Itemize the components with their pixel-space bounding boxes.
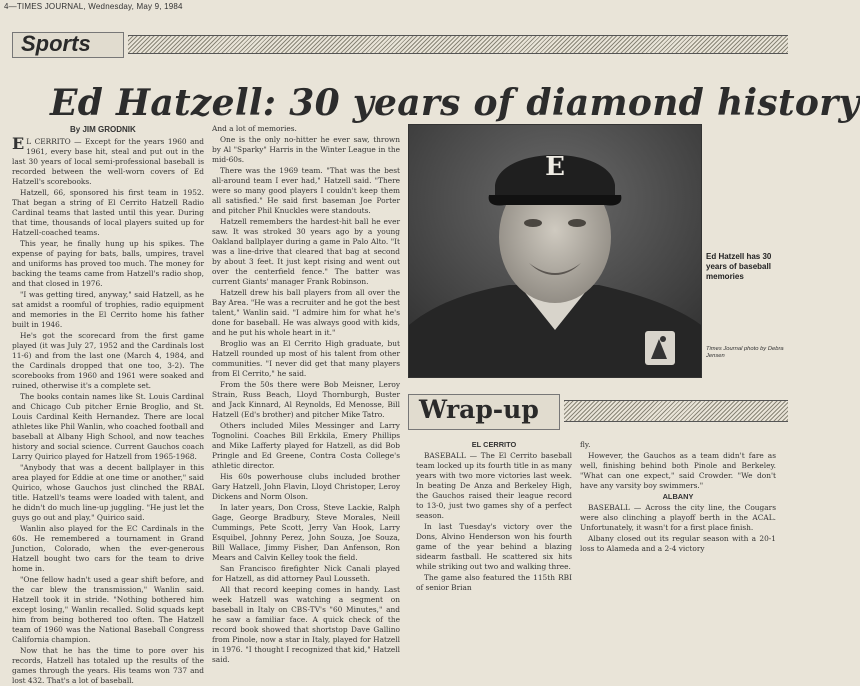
- wrapup-column-1: [416, 440, 572, 592]
- photo-credit: Times Journal photo by Debra Jensen: [706, 346, 784, 359]
- wrapup-paragraph: fly.: [580, 440, 591, 449]
- cardinal-patch-icon: [645, 331, 675, 365]
- wrapup-subhead: ALBANY: [662, 492, 694, 501]
- article-paragraph: This year, he finally hung up his spikes. The expense of paying for bats, balls, umpires, travel and uniforms has proved too much. The money for backing the teams came from Hatzell's radio shop, and that closed in 1976.: [12, 239, 204, 288]
- article-paragraph: The books contain names like St. Louis Cardinal and Chicago Cub pitcher Ernie Broglio, and St. Louis Cardinal Keith Hernandez. There are local athletes like Phil Wanlin, who coached football and baseball at Albany High School, and now teaches history and social science. Current Gauchos coach Larry Quirico played for Hatzell from 1965-1968.: [12, 392, 204, 461]
- wrapup-header: [408, 394, 788, 430]
- byline: By JIM GRODNIK: [70, 125, 136, 134]
- article-paragraph: One is the only no-hitter he ever saw, thrown by Al "Sparky" Harris in the Winter League in the mid-60s.: [212, 135, 400, 164]
- photo-caption: Ed Hatzell has 30 years of baseball memories: [706, 252, 772, 281]
- article-paragraph: In later years, Don Cross, Steve Lackie, Ralph Gage, George Bradbury, Steve Morales, Neill Cummings, Pete Scott, Jerry Van Hook, Larry Esquibel, Johnny Perez, John Souza, Joe Souza, Bill Wallace, Jimmy Fisher, Dan Anfenson, Ron Mears and Calvin Kelley took the field.: [212, 503, 400, 562]
- article-column-2: [212, 124, 400, 664]
- wrapup-paragraph: However, the Gauchos as a team didn't fare as well, finishing behind both Pinole and Berkeley. "What can one expect," said Crowder. "We don't have any varsity boy swimmers.": [580, 451, 776, 490]
- article-column-1: [12, 134, 204, 685]
- wrapup-paragraph: In last Tuesday's victory over the Dons, Alvino Henderson won his fourth game of the year behind a blazing sidearm fastball. He scattered six hits while striking out two and walking three.: [416, 522, 572, 571]
- cap-letter: E: [545, 152, 565, 182]
- article-paragraph: "One fellow hadn't used a gear shift before, and the car blew the transmission," Wanlin said. Hatzell took it in stride. "Nothing bothered him except losing," Wanlin recalled. Solid squads kept him from being bothered too often. The Hatzell team of 1960 was the National Baseball Congress California champion.: [12, 575, 204, 644]
- article-paragraph: "Anybody that was a decent ballplayer in this area played for Eddie at one time or another," said Quirico, whose Gauchos just clinched the RBAL title. Hatzell's teams were loaded with talent, and he didn't do much line-up juggling. "He just let the guys go out and play," Quirico said.: [12, 463, 204, 522]
- wrapup-paragraph: BASEBALL — Across the city line, the Cougars were also clinching a playoff berth in the ACAL. Unfortunately, it wasn't for a first place finish.: [580, 503, 776, 532]
- wrapup-paragraph: The game also featured the 115th RBI of senior Brian: [416, 573, 572, 592]
- article-paragraph: His 60s powerhouse clubs included brother Gary Hatzell, John Flavin, Lloyd Christoper, Leroy Dickens and Norm Olson.: [212, 472, 400, 501]
- article-paragraph: Now that he has the time to pore over his records, Hatzell has totaled up the results of the games through the years. His teams won 737 and lost 432. That's a lot of baseball.: [12, 646, 204, 685]
- masthead: 4—TIMES JOURNAL, Wednesday, May 9, 1984: [4, 2, 183, 11]
- article-paragraph: Hatzell drew his ball players from all over the Bay Area. "He was a recruiter and he got the best talent," Wanlin said. "I admire him for what he's done for baseball. He was always good with kids, and he put his whole heart in it.": [212, 288, 400, 337]
- headline: Ed Hatzell: 30 years of diamond history: [50, 82, 860, 124]
- wrapup-paragraph: Albany closed out its regular season with a 20-1 loss to Alameda and a 2-4 victory: [580, 534, 776, 553]
- drop-cap: E: [12, 134, 25, 153]
- section-header: [12, 32, 788, 56]
- article-paragraph: Others included Miles Messinger and Larry Tognolini. Coaches Bill Erkkila, Emery Phillips and Mike Lafferty played for Hatzell, as did Bob Pringle and Ed Greene, Contra Costa College's athletic director.: [212, 421, 400, 470]
- article-paragraph: And a lot of memories.: [212, 124, 297, 133]
- wrapup-rule-pattern: [564, 400, 788, 422]
- article-paragraph: San Francisco firefighter Nick Canali played for Hatzell, as did attorney Paul Lousseth.: [212, 564, 400, 583]
- article-paragraph: Wanlin also played for the EC Cardinals in the 60s. He remembered a tournament in Grand Junction, Colorado, when the ever-generous Hatzell bought two cars for the team to drive home in.: [12, 524, 204, 573]
- article-paragraph: Hatzell remembers the hardest-hit ball he ever saw. It was stroked 30 years ago by a young Oakland ballplayer during a game in Palo Alto. "It was a line-drive that cleared that bag at second by about 3 feet. It just kept rising and went out over the centerfield fence." The batter was current Giants' manager Frank Robinson.: [212, 217, 400, 286]
- portrait-photo: [408, 124, 702, 378]
- wrapup-paragraph: BASEBALL — The El Cerrito baseball team locked up its fourth title in as many years with two more victories last week. In beating De Anza and Berkeley High, the Gauchos raised their league record to 13-0, just two games shy of a perfect season.: [416, 451, 572, 520]
- article-paragraph: Broglio was an El Cerrito High graduate, but Hatzell rounded up most of his talent from other communities. "I never did get that many players from El Cerrito," he said.: [212, 339, 400, 378]
- section-label: Sports: [21, 31, 91, 56]
- article-paragraph: He's got the scorecard from the first game played (it was July 27, 1952 and the Cardinals lost 11-6) and from the last one (March 4, 1984, and the Cardinals dropped that one too, 3-2). The scorebooks from 1960 and 1961 were soaked and ruined, otherwise it's a complete set.: [12, 331, 204, 390]
- section-rule-pattern: [128, 35, 788, 54]
- article-paragraph: Hatzell, 66, sponsored his first team in 1952. That began a string of El Cerrito Hatzell Radio Cardinal teams that lasted until this year. During that time, thousands of local players suited up for Hatzell-coached teams.: [12, 188, 204, 237]
- article-paragraph: "I was getting tired, anyway," said Hatzell, as he sat amidst a roomful of trophies, radio equipment and memories in the El Cerrito home his father built in 1946.: [12, 290, 204, 329]
- article-paragraph: All that record keeping comes in handy. Last week Hatzell was watching a segment on baseball in Italy on CBS-TV's "60 Minutes," and he saw a familiar face. A quick check of the record book showed that shortstop Dave Gallino from Pinole, now a star in Italy, played for Hatzell in 1976. "I thought I recognized that kid," Hatzell said.: [212, 585, 400, 664]
- article-paragraph: There was the 1969 team. "That was the best all-around team I ever had," Hatzell said. "There were so many good players I couldn't keep them all satisfied." He said first baseman Joe Porter and pitcher Phil Knuckles were standouts.: [212, 166, 400, 215]
- wrapup-column-2: [580, 440, 776, 553]
- section-box: [12, 32, 124, 58]
- wrapup-label: Wrap-up: [419, 395, 539, 424]
- article-paragraph: E L CERRITO — Except for the years 1960 and 1961, every base hit, steal and put out in the last 30 years of local semi-professional baseball is recorded between the well-worn covers of Ed Hatzell's scorebooks.: [12, 134, 204, 186]
- portrait-illustration: [409, 125, 701, 377]
- wrapup-box: [408, 394, 560, 430]
- wrapup-subhead: EL CERRITO: [471, 440, 517, 449]
- article-paragraph: From the 50s there were Bob Meisner, Leroy Strain, Russ Beach, Lloyd Thornburgh, Buster and Jack Kinnard, Al Reynolds, Ed Menosse, Bill Hatzell (Ed's brother) and pitcher Mike Tatro.: [212, 380, 400, 419]
